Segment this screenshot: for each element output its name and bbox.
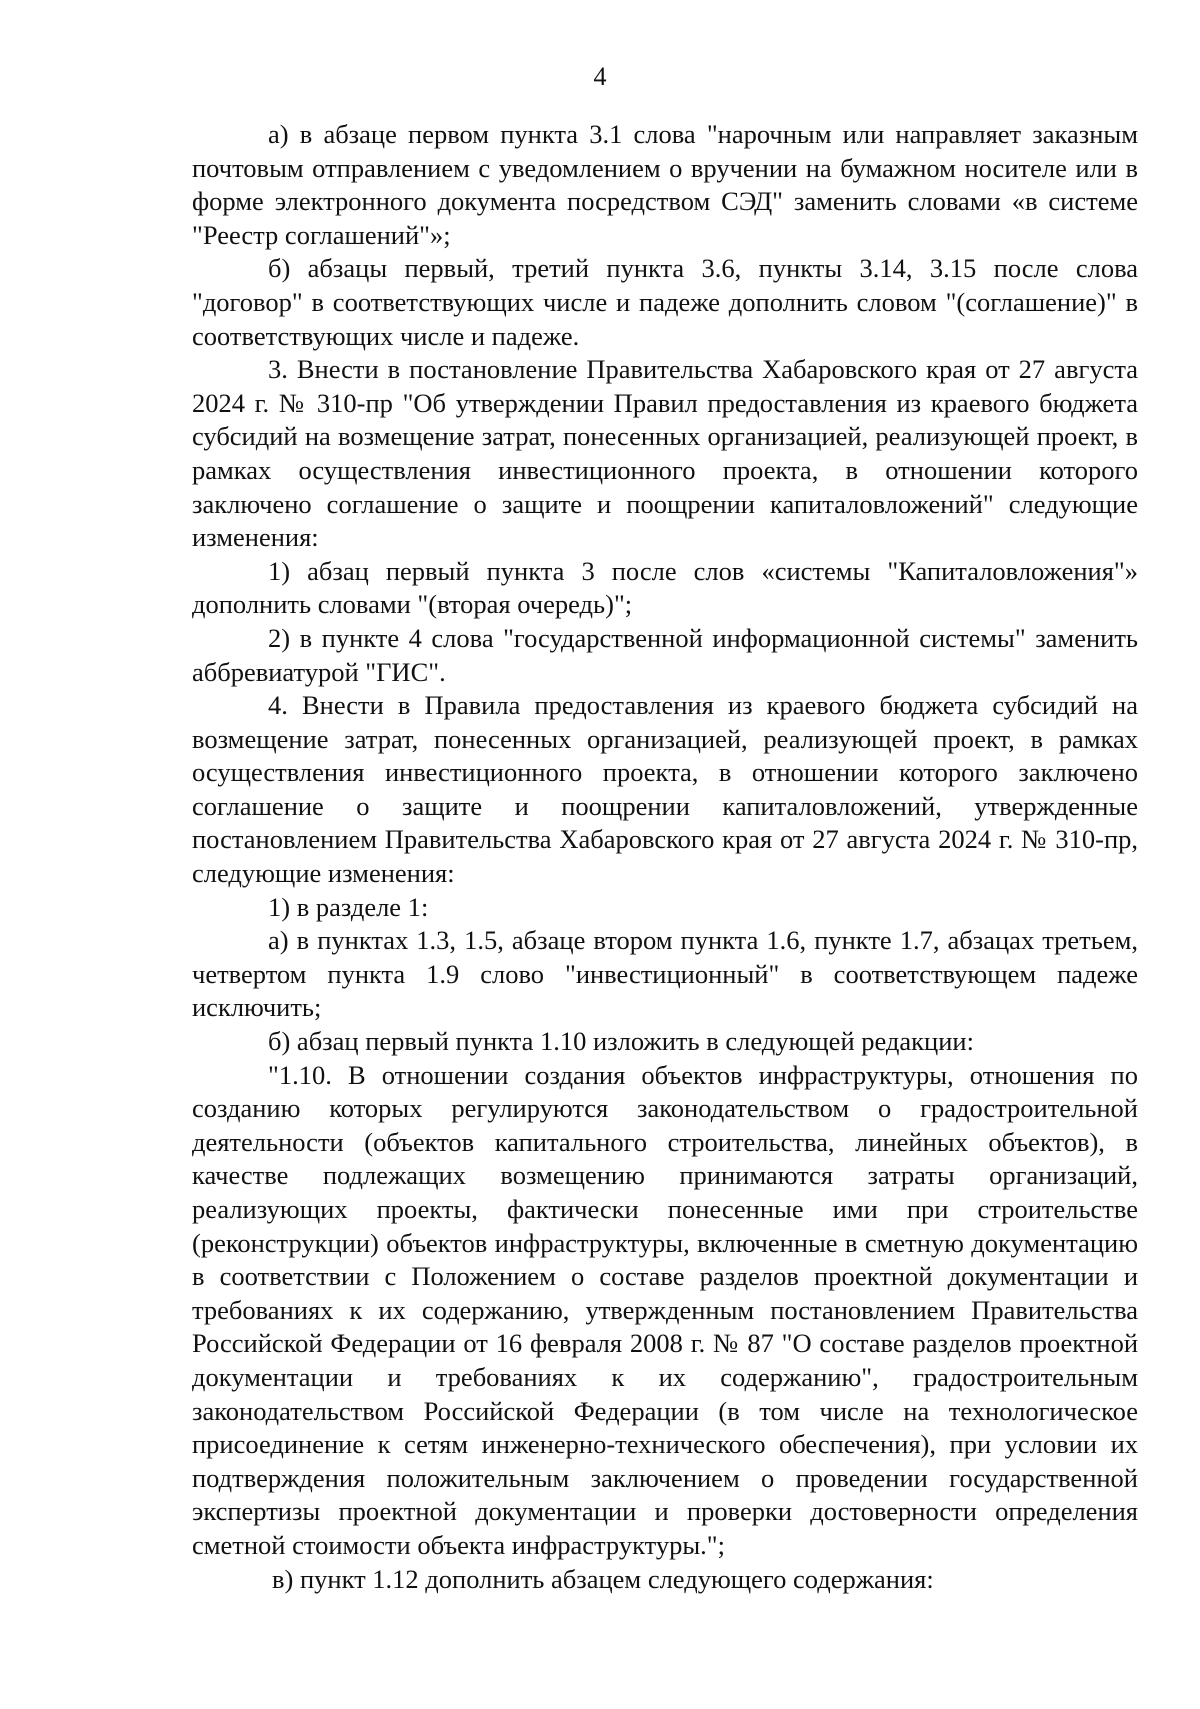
paragraph-subitem-2: 2) в пункте 4 слова "государственной информационной системы" заменить аббревиатурой "ГИС". [192,622,1138,687]
paragraph-subitem-1: 1) абзац первый пункта 3 после слов «системы "Капиталовложения"» дополнить словами "(вторая очередь)"; [192,555,1138,620]
paragraph-item-4: 4. Внести в Правила предоставления из краевого бюджета субсидий на возмещение затрат, понесенных организацией, реализующей проект, в рамках осуществления инвестиционного проекта, в отношении которого заключено соглашение о защите и поощрении капиталовложений, утвержденные постановлением Правительства Хабаровского края от 27 августа 2024 г. № 310-пр, следующие изменения: [192,690,1138,889]
paragraph-subitem-b: б) абзац первый пункта 1.10 изложить в следующей редакции: [268,1026,974,1057]
paragraph-3-1-amendment: а) в абзаце первом пункта 3.1 слова "нарочным или направляет заказным почтовым отправлением с уведомлением о вручении на бумажном носителе или в форме электронного документа посредством СЭД" заменить словами «в системе "Реестр соглашений"»; [192,119,1138,250]
paragraph-3-6-amendment: б) абзацы первый, третий пункта 3.6, пункты 3.14, 3.15 после слова "договор" в соответствующих числе и падеже дополнить словом "(соглашение)" в соответствующих числе и падеже. [192,253,1138,351]
page-number: 4 [593,62,607,91]
paragraph-subitem-a: а) в пунктах 1.3, 1.5, абзаце втором пункта 1.6, пункте 1.7, абзацах третьем, четвертом пункта 1.9 слово "инвестиционный" в соответствующем падеже исключить; [192,925,1138,1023]
document-body [192,118,1138,1596]
paragraph-clause-1-10: "1.10. В отношении создания объектов инфраструктуры, отношения по созданию которых регулируются законодательством о градостроительной деятельности (объектов капитального строительства, линейных объектов), в качестве подлежащих возмещению принимаются затраты организаций, реализующих проекты, фактически понесенные ими при строительстве (реконструкции) объектов инфраструктуры, включенные в сметную документацию в соответствии с Положением о составе разделов проектной документации и требованиях к их содержанию, утвержденным постановлением Правительства Российской Федерации от 16 февраля 2008 г. № 87 "О составе разделов проектной документации и требованиях к их содержанию", градостроительным законодательством Российской Федерации (в том числе на технологическое присоединение к сетям инженерно-технического обеспечения), при условии их подтверждения положительным заключением о проведении государственной экспертизы проектной документации и проверки достоверности определения сметной стоимости объекта инфраструктуры."; [192,1059,1138,1560]
paragraph-section-1: 1) в разделе 1: [268,891,429,922]
paragraph-item-3: 3. Внести в постановление Правительства Хабаровского края от 27 августа 2024 г. № 310-пр "Об утверждении Правил предоставления из краевого бюджета субсидий на возмещение затрат, понесенных организацией, реализующей проект, в рамках осуществления инвестиционного проекта, в отношении которого заключено соглашение о защите и поощрении капиталовложений" следующие изменения: [192,354,1138,553]
paragraph-subitem-v: в) пункт 1.12 дополнить абзацем следующего содержания: [272,1563,934,1594]
